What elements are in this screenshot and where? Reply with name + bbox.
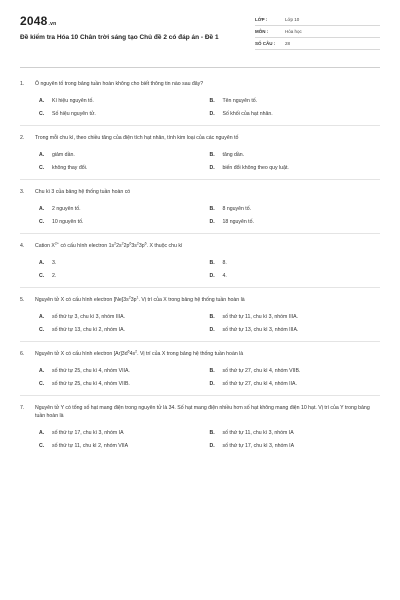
answer-option[interactable] (210, 98, 381, 104)
answer-option[interactable] (39, 381, 210, 387)
meta-key: MÔN : (255, 29, 269, 34)
option-letter: B. (209, 205, 215, 212)
answer-option[interactable] (210, 165, 381, 171)
options (39, 94, 380, 120)
option-letter: A. (39, 259, 45, 266)
option-letter: D. (209, 380, 215, 387)
option-text: 8 nguyên tố. (222, 205, 252, 212)
meta-row-count (255, 38, 380, 50)
options (39, 426, 380, 452)
question-row (20, 242, 380, 250)
option-text: 8. (222, 259, 227, 266)
option-letter: A. (39, 205, 45, 212)
answer-option[interactable] (39, 206, 210, 212)
question-number: 6. (20, 351, 25, 357)
option-text: Số khối của hạt nhân. (222, 110, 273, 117)
logo-text: 2048 (20, 14, 48, 28)
option-letter: B. (209, 313, 215, 320)
site-logo[interactable] (20, 14, 245, 28)
answer-option[interactable] (210, 260, 381, 266)
answer-option[interactable] (39, 165, 210, 171)
answer-option[interactable] (210, 111, 381, 117)
option-text: biến đổi không theo quy luật. (222, 164, 289, 171)
option-line (39, 161, 380, 174)
superscript: 6 (144, 241, 147, 246)
question-divider (20, 179, 380, 180)
option-text: số thứ tự 27, chu kì 4, nhóm IIA. (222, 380, 297, 387)
option-letter: C. (39, 326, 45, 333)
superscript: 2 (135, 349, 138, 354)
option-letter: C. (39, 380, 45, 387)
answer-option[interactable] (210, 152, 381, 158)
option-letter: D. (209, 272, 215, 279)
question-row (20, 350, 380, 358)
answer-option[interactable] (210, 206, 381, 212)
question-number: 4. (20, 243, 25, 249)
answer-option[interactable] (39, 327, 210, 333)
answer-option[interactable] (39, 368, 210, 374)
answer-option[interactable] (39, 273, 210, 279)
superscript: 2 (114, 241, 117, 246)
superscript: 1 (136, 295, 139, 300)
question-number: 3. (20, 189, 25, 195)
option-line (39, 439, 380, 452)
option-text: Số hiệu nguyên tử. (52, 110, 96, 117)
option-line (39, 364, 380, 377)
option-text: Kí hiệu nguyên tố. (52, 97, 94, 104)
option-letter: B. (209, 367, 215, 374)
question-row (20, 404, 380, 420)
question-divider (20, 341, 380, 342)
option-letter: C. (39, 164, 45, 171)
option-letter: C. (39, 110, 45, 117)
question-row (20, 188, 380, 196)
meta-value: Lớp 10 (285, 17, 300, 22)
option-letter: A. (39, 367, 45, 374)
option-text: số thứ tự 11, chu kì 3, nhóm IIIA. (222, 313, 298, 320)
superscript: 2 (128, 295, 131, 300)
answer-option[interactable] (39, 111, 210, 117)
answer-option[interactable] (39, 430, 210, 436)
header-left (20, 14, 245, 42)
superscript: 6 (129, 241, 132, 246)
question-row (20, 80, 380, 88)
question-item (20, 134, 380, 180)
answer-option[interactable] (39, 260, 210, 266)
option-text: 4. (222, 272, 227, 279)
option-text: không thay đổi. (52, 164, 88, 171)
option-text: 10 nguyên tố. (52, 218, 84, 225)
question-number: 2. (20, 135, 25, 141)
meta-row-subject (255, 26, 380, 38)
option-line (39, 256, 380, 269)
option-line (39, 269, 380, 282)
option-text: giảm dần. (52, 151, 75, 158)
option-text: 18 nguyên tố. (222, 218, 254, 225)
option-text: số thứ tự 3, chu kì 3, nhóm IIIA. (52, 313, 125, 320)
answer-option[interactable] (210, 219, 381, 225)
exam-title: Đề kiểm tra Hóa 10 Chân trời sáng tạo Chủ đề 2 có đáp án - Đề 1 (20, 34, 219, 41)
question-item (20, 80, 380, 126)
question-text: Chu kì 3 của bảng hệ thống tuần hoàn có (35, 189, 131, 195)
superscript: 2+ (54, 241, 60, 246)
answer-option[interactable] (39, 98, 210, 104)
options (39, 310, 380, 336)
question-list (20, 80, 380, 452)
question-divider (20, 233, 380, 234)
option-text: số thứ tự 13, chu kì 3, nhóm IIIA. (222, 326, 299, 333)
options (39, 202, 380, 228)
option-letter: D. (209, 326, 215, 333)
option-text: số thứ tự 11, chu kì 3, nhóm IA (222, 429, 294, 436)
option-letter: B. (209, 151, 215, 158)
option-text: số thứ tự 25, chu kì 4, nhóm VIIB. (52, 380, 130, 387)
option-letter: A. (39, 429, 45, 436)
option-text: Tên nguyên tố. (222, 97, 258, 104)
answer-option[interactable] (210, 273, 381, 279)
logo-suffix: .vn (48, 21, 57, 27)
option-letter: D. (209, 218, 215, 225)
superscript: 2 (136, 241, 139, 246)
option-text: 2 nguyên tố. (52, 205, 81, 212)
question-item (20, 242, 380, 288)
option-letter: C. (39, 442, 45, 449)
option-text: số thứ tự 17, chu kì 3, nhóm IA (222, 442, 295, 449)
option-letter: D. (209, 110, 215, 117)
option-letter: A. (39, 151, 45, 158)
options (39, 256, 380, 282)
question-text: Nguyên tử X có cấu hình electron $[Ne]3s^23p^1$. Vị trí của X trong bảng hệ thống tuần hoàn là (35, 295, 245, 303)
question-number: 7. (20, 405, 25, 411)
answer-option[interactable] (210, 381, 381, 387)
option-text: số thứ tự 17, chu kì 3, nhóm IA (52, 429, 124, 436)
option-letter: A. (39, 97, 45, 104)
question-item (20, 350, 380, 396)
question-text: Ô nguyên tố trong bảng tuần hoàn không cho biết thông tin nào sau đây? (35, 81, 204, 87)
answer-option[interactable] (210, 314, 381, 320)
option-line (39, 107, 380, 120)
option-text: 3. (52, 259, 57, 266)
answer-option[interactable] (39, 152, 210, 158)
question-item (20, 188, 380, 234)
options (39, 148, 380, 174)
answer-option[interactable] (39, 443, 210, 449)
meta-value: 28 (285, 41, 291, 46)
question-item (20, 296, 380, 342)
question-item (20, 404, 380, 452)
meta-row-class (255, 14, 380, 26)
answer-option[interactable] (210, 430, 381, 436)
header (20, 14, 380, 50)
option-text: tăng dần. (222, 151, 245, 158)
option-text: số thứ tự 11, chu kì 2, nhóm VIIA (52, 442, 129, 449)
option-line (39, 323, 380, 336)
option-line (39, 148, 380, 161)
option-line (39, 426, 380, 439)
meta-value: Hóa học (285, 29, 302, 34)
option-text: số thứ tự 13, chu kì 2, nhóm IA. (52, 326, 125, 333)
question-row (20, 296, 380, 304)
question-row (20, 134, 380, 142)
option-letter: C. (39, 272, 45, 279)
question-text: Cation $X^{2+}$ có cấu hình electron $1s^22s^22p^63s^23p^6$. X thuộc chu kì (35, 241, 183, 249)
option-letter: D. (209, 442, 215, 449)
option-letter: D. (209, 164, 215, 171)
question-divider (20, 395, 380, 396)
option-line (39, 94, 380, 107)
answer-option[interactable] (39, 314, 210, 320)
option-letter: C. (39, 218, 45, 225)
answer-option[interactable] (39, 219, 210, 225)
question-divider (20, 125, 380, 126)
header-divider (20, 67, 380, 68)
option-line (39, 202, 380, 215)
answer-option[interactable] (210, 443, 381, 449)
option-line (39, 215, 380, 228)
question-divider (20, 287, 380, 288)
option-line (39, 377, 380, 390)
superscript: 6 (127, 349, 130, 354)
option-letter: B. (209, 429, 215, 436)
option-text: số thứ tự 25, chu kì 4, nhóm VIIA. (52, 367, 130, 374)
options (39, 364, 380, 390)
option-letter: A. (39, 313, 45, 320)
question-text: Nguyên tử Y có tổng số hạt mang điện trong nguyên tử là 34. Số hạt mang điện nhiều hơn số hạt không mang điện 10 hạt. Vị trí của Y trong bảng tuần hoàn là (35, 405, 370, 419)
question-number: 1. (20, 81, 25, 87)
answer-option[interactable] (210, 327, 381, 333)
question-number: 5. (20, 297, 25, 303)
meta-key: LỚP : (255, 17, 268, 22)
option-letter: B. (209, 259, 215, 266)
option-line (39, 310, 380, 323)
option-text: số thứ tự 27, chu kì 4, nhóm VIIB. (222, 367, 301, 374)
question-text: Nguyên tử X có cấu hình electron $[Ar]3d^64s^2$. Vị trí của X trong bảng hệ thống tuần hoàn là (35, 349, 244, 357)
exam-meta (255, 14, 380, 50)
question-text: Trong mỗi chu kì, theo chiều tăng của điện tích hạt nhân, tính kim loại của các nguyên tố (35, 135, 239, 141)
option-letter: B. (209, 97, 215, 104)
answer-option[interactable] (210, 368, 381, 374)
meta-key: SỐ CÂU : (255, 41, 276, 46)
option-text: 2. (52, 272, 57, 279)
superscript: 2 (121, 241, 124, 246)
